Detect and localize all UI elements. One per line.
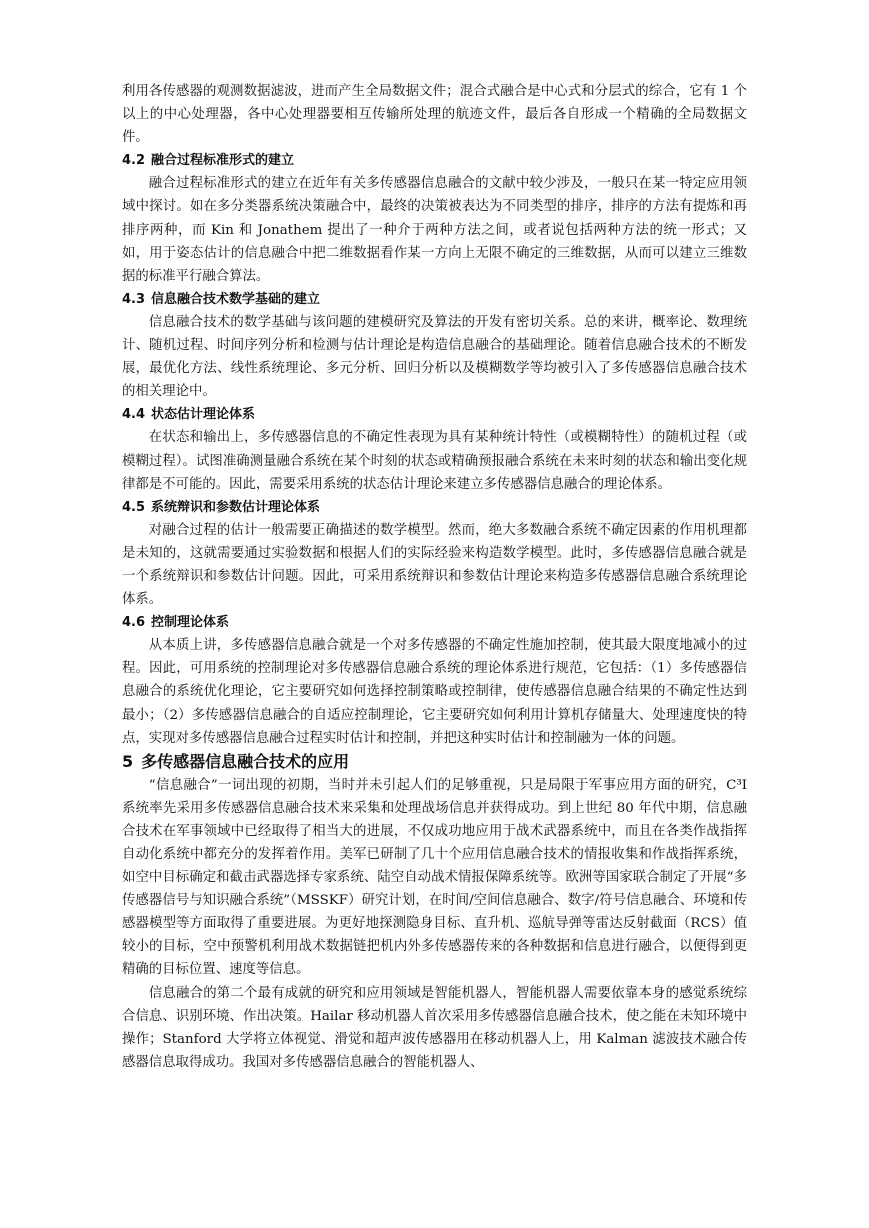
section-number: 4.3 <box>122 291 146 307</box>
section-number: 4.5 <box>122 499 146 515</box>
section-heading-4-4 <box>122 403 747 426</box>
section-4-5-paragraph: 对融合过程的估计一般需要正确描述的数学模型。然而，绝大多数融合系统不确定因素的作用机理都是未知的，这就需要通过实验数据和根据人们的实际经验来构造数学模型。此时，多传感器信息融合就是一个系统辩识和参数估计问题。因此，可采用系统辩识和参数估计理论来构造多传感器信息融合系统理论体系。 <box>122 522 747 608</box>
section-title: 控制理论体系 <box>151 615 230 631</box>
section-title: 融合过程标准形式的建立 <box>151 153 295 169</box>
section-title: 状态估计理论体系 <box>151 407 256 423</box>
section-number: 4.2 <box>122 153 146 169</box>
section-heading-4-5 <box>122 496 747 519</box>
section-title: 信息融合技术数学基础的建立 <box>151 291 321 307</box>
section-4-6-paragraph: 从本质上讲，多传感器信息融合就是一个对多传感器的不确定性施加控制，使其最大限度地减小的过程。因此，可用系统的控制理论对多传感器信息融合系统的理论体系进行规范，它包括：（1）多传感器信息融合的系统优化理论，它主要研究如何选择控制策略或控制律，使传感器信息融合结果的不确定性达到最小；（2）多传感器信息融合的自适应控制理论，它主要研究如何利用计算机存储量大、处理速度快的特点，实现对多传感器信息融合过程实时估计和控制，并把这种实时估计和控制融为一体的问题。 <box>122 638 747 746</box>
section-number: 4.4 <box>122 407 146 423</box>
intro-paragraph: 利用各传感器的观测数据滤波，进而产生全局数据文件；混合式融合是中心式和分层式的综合，它有 1 个以上的中心处理器，各中心处理器要相互传输所处理的航迹文件，最后各自形成一个精确的全局数据文件。 <box>122 84 747 146</box>
section-heading-4-2 <box>122 149 747 172</box>
chapter-5-paragraph-2: 信息融合的第二个最有成就的研究和应用领域是智能机器人，智能机器人需要依靠本身的感觉系统综合信息、识别环境、作出决策。Hailar 移动机器人首次采用多传感器信息融合技术，使之能在未知环境中操作；Stanford 大学将立体视觉、滑觉和超声波传感器用在移动机器人上，用 Kalman 滤波技术融合传感器信息取得成功。我国对多传感器信息融合的智能机器人、 <box>122 985 747 1070</box>
section-heading-4-6 <box>122 611 747 634</box>
chapter-title: 多传感器信息融合技术的应用 <box>141 751 350 771</box>
chapter-heading-5 <box>122 750 747 774</box>
section-heading-4-3 <box>122 288 747 311</box>
section-4-2-paragraph: 融合过程标准形式的建立在近年有关多传感器信息融合的文献中较少涉及，一般只在某一特定应用领域中探讨。如在多分类器系统决策融合中，最终的决策被表达为不同类型的排序，排序的方法有提炼和再排序两种，而 Kin 和 Jonathem 提出了一种介于两种方法之间，或者说包括两种方法的统一形式；又如，用于姿态估计的信息融合中把二维数据看作某一方向上无限不确定的三维数据，从而可以建立三维数据的标准平行融合算法。 <box>122 176 747 284</box>
section-4-4-paragraph: 在状态和输出上，多传感器信息的不确定性表现为具有某种统计特性（或模糊特性）的随机过程（或模糊过程）。试图准确测量融合系统在某个时刻的状态或精确预报融合系统在未来时刻的状态和输出变化规律都是不可能的。因此，需要采用系统的状态估计理论来建立多传感器信息融合的理论体系。 <box>122 430 747 492</box>
chapter-number: 5 <box>122 751 134 771</box>
section-4-3-paragraph: 信息融合技术的数学基础与该问题的建模研究及算法的开发有密切关系。总的来讲，概率论、数理统计、随机过程、时间序列分析和检测与估计理论是构造信息融合的基础理论。随着信息融合技术的不断发展，最优化方法、线性系统理论、多元分析、回归分析以及模糊数学等均被引入了多传感器信息融合技术的相关理论中。 <box>122 314 747 400</box>
section-title: 系统辩识和参数估计理论体系 <box>151 499 321 515</box>
chapter-5-paragraph-1: “信息融合”一词出现的初期，当时并未引起人们的足够重视，只是局限于军事应用方面的研究，C³I 系统率先采用多传感器信息融合技术来采集和处理战场信息并获得成功。到上世纪 80 年代中期，信息融合技术在军事领域中已经取得了相当大的进展，不仅成功地应用于战术武器系统中，而且在各类作战指挥自动化系统中都充分的发挥着作用。美军已研制了几十个应用信息融合技术的情报收集和作战指挥系统，如空中目标确定和截击武器选择专家系统、陆空自动战术情报保障系统等。欧洲等国家联合制定了开展“多传感器信号与知识融合系统”（MSSKF）研究计划，在时间/空间信息融合、数字/符号信息融合、环境和传感器模型等方面取得了重要进展。为更好地探测隐身目标、直升机、巡航导弹等雷达反射截面（RCS）值较小的目标，空中预警机利用战术数据链把机内外多传感器传来的各种数据和信息进行融合，以便得到更精确的目标位置、速度等信息。 <box>122 777 747 978</box>
section-number: 4.6 <box>122 615 146 631</box>
